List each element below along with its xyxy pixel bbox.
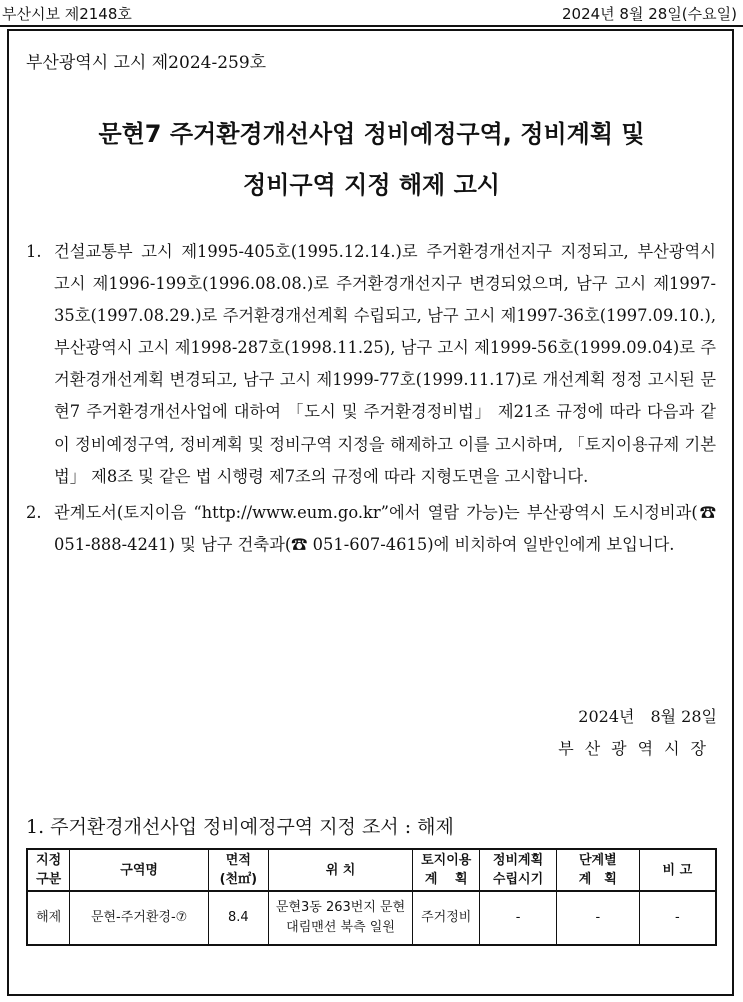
item-number: 2. xyxy=(26,502,42,522)
publication-date: 2024년 8월 28일(수요일) xyxy=(562,5,737,23)
header-land-use-plan: 토지이용 계 획 xyxy=(413,849,480,891)
header-phase-plan: 단계별 계 획 xyxy=(556,849,639,891)
section-title: 1. 주거환경개선사업 정비예정구역 지정 조서 : 해제 xyxy=(26,816,454,838)
item-number: 1. xyxy=(26,242,42,261)
notice-body xyxy=(26,236,716,561)
item-text: 건설교통부 고시 제1995-405호(1995.12.14.)로 주거환경개선지구 지정되고, 부산광역시 고시 제1996-199호(1996.08.08.)로 주거환경개선지구 변경되었으며, 남구 고시 제1997-35호(1997.08.29.)로 주거환경개선계획 수립되고, 남구 고시 제1997-36호(1997.09.10.), 부산광역시 고시 제1998-287호(1998.11.25), 남구 고시 제1999-56호(1999.09.04)로 주거환경개선계획 변경되고, 남구 고시 제1999-77호(1999.11.17)로 개선계획 정정 고시된 문현7 주거환경개선사업에 대하여 「도시 및 주거환경정비법」 제21조 규정에 따라 다음과 같이 정비예정구역, 정비계획 및 정비구역 지정을 해제하고 이를 고시하며, 「토지이용규제 기본법」 제8조 및 같은 법 시행령 제7조의 규정에 따라 지형도면을 고시합니다. xyxy=(54,242,716,486)
publication-name: 부산시보 제2148호 xyxy=(2,5,132,23)
header-area: 면적 (천㎡) xyxy=(208,849,268,891)
header-plan-timing: 정비계획 수립시기 xyxy=(480,849,557,891)
page-header xyxy=(0,0,743,26)
notice-title-line2: 정비구역 지정 해제 고시 xyxy=(243,171,500,199)
header-divider xyxy=(0,25,743,27)
cell-location: 문현3동 263번지 문현 대림맨션 북측 일원 xyxy=(268,891,413,945)
header-location: 위 치 xyxy=(268,849,413,891)
header-remarks: 비 고 xyxy=(639,849,716,891)
header-zone-name: 구역명 xyxy=(70,849,209,891)
cell-area: 8.4 xyxy=(208,891,268,945)
header-designation-type: 지정 구분 xyxy=(27,849,70,891)
table-row xyxy=(27,891,716,945)
notice-date: 2024년 8월 28일 xyxy=(578,707,717,726)
cell-remarks: - xyxy=(639,891,716,945)
notice-number: 부산광역시 고시 제2024-259호 xyxy=(26,53,267,73)
notice-item-1 xyxy=(26,236,716,493)
cell-land-use-plan: 주거정비 xyxy=(413,891,480,945)
cell-designation-type: 해제 xyxy=(27,891,70,945)
item-text: 관계도서(토지이음 “http://www.eum.go.kr”에서 열람 가능)는 부산광역시 도시정비과(☎ 051-888-4241) 및 남구 건축과(☎ 051-607-4615)에 비치하여 일반인에게 보입니다. xyxy=(54,502,716,554)
table-header-row xyxy=(27,849,716,891)
notice-signer: 부산광역시장 xyxy=(558,739,717,758)
cell-plan-timing: - xyxy=(480,891,557,945)
notice-item-2 xyxy=(26,497,716,561)
notice-title-line1: 문현7 주거환경개선사업 정비예정구역, 정비계획 및 xyxy=(98,120,645,148)
designation-table xyxy=(26,848,717,946)
cell-zone-name: 문현-주거환경-⑦ xyxy=(70,891,209,945)
cell-phase-plan: - xyxy=(556,891,639,945)
